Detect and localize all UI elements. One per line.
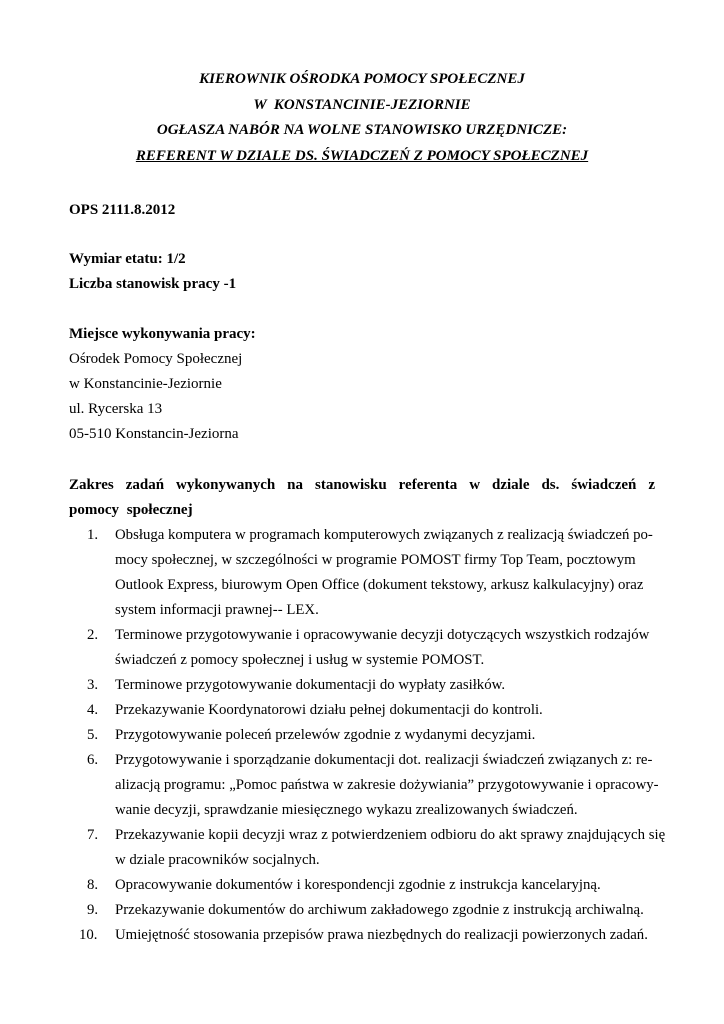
task-text-line: mocy społecznej, w szczególności w programie POMOST firmy Top Team, pocztowym — [115, 552, 636, 568]
task-number: 4. — [87, 702, 99, 718]
workplace-line-2: w Konstancinie-Jeziornie — [69, 376, 222, 392]
task-text-line: wanie decyzji, sprawdzanie miesięcznego wykazu zrealizowanych świadczeń. — [115, 802, 578, 818]
tasks-heading-line-2: społecznej — [126, 502, 193, 518]
task-text-line: Opracowywanie dokumentów i korespondencji zgodnie z instrukcja kancelaryjną. — [115, 877, 601, 893]
task-item — [69, 723, 659, 748]
task-list — [69, 523, 666, 948]
header-line-2: W KONSTANCINIE-JEZIORNIE — [253, 96, 471, 113]
tasks-heading-line-1: Zakres zadań wykonywanych na stanowisku referenta w dziale ds. świadczeń z pomocy — [69, 477, 655, 518]
task-text-line: w dziale pracowników socjalnych. — [115, 852, 320, 868]
task-item — [69, 698, 659, 723]
task-text-line: system informacji prawnej-- LEX. — [115, 602, 319, 618]
workplace-line-4: 05-510 Konstancin-Jeziorna — [69, 426, 239, 442]
task-number: 1. — [87, 527, 99, 543]
task-number: 7. — [87, 827, 99, 843]
task-number: 6. — [87, 752, 99, 768]
workplace-line-1: Ośrodek Pomocy Społecznej — [69, 351, 243, 367]
task-number: 9. — [87, 902, 99, 918]
header-line-3: OGŁASZA NABÓR NA WOLNE STANOWISKO URZĘDNICZE: — [156, 122, 568, 138]
task-item — [69, 823, 666, 873]
task-item — [69, 923, 659, 948]
task-text-line: Obsługa komputera w programach komputerowych związanych z realizacją świadczeń po- — [115, 527, 653, 543]
task-item — [69, 523, 659, 623]
reference-number: OPS 2111.8.2012 — [69, 202, 176, 218]
task-text-line: Przekazywanie kopii decyzji wraz z potwierdzeniem odbioru do akt sprawy znajdujących się — [115, 827, 666, 843]
task-number: 2. — [87, 627, 99, 643]
task-text-line: Terminowe przygotowywanie i opracowywanie decyzji dotyczących wszystkich rodzajów — [115, 627, 650, 643]
task-text-line: świadczeń z pomocy społecznej i usług w systemie POMOST. — [115, 652, 485, 668]
employment-positions: Liczba stanowisk pracy -1 — [69, 276, 237, 292]
task-text-line: Terminowe przygotowywanie dokumentacji do wypłaty zasiłków. — [115, 677, 506, 693]
task-text-line: Przygotowywanie poleceń przelewów zgodnie z wydanymi decyzjami. — [115, 727, 536, 743]
task-text-line: alizacją programu: „Pomoc państwa w zakresie dożywiania” przygotowywanie i opracowy- — [115, 777, 659, 793]
task-text-line: Przygotowywanie i sporządzanie dokumentacji dot. realizacji świadczeń związanych z: re- — [115, 752, 653, 768]
task-text-line: Przekazywanie Koordynatorowi działu pełnej dokumentacji do kontroli. — [115, 702, 543, 718]
task-item — [69, 748, 659, 823]
tasks-heading — [69, 473, 655, 523]
task-item — [69, 873, 659, 898]
task-text-line: Umiejętność stosowania przepisów prawa niezbędnych do realizacji powierzonych zadań. — [115, 927, 648, 943]
workplace-label: Miejsce wykonywania pracy: — [69, 326, 256, 342]
workplace-line-3: ul. Rycerska 13 — [69, 401, 163, 417]
task-number: 3. — [87, 677, 99, 693]
header-line-4: REFERENT W DZIALE DS. ŚWIADCZEŃ Z POMOCY SPOŁECZNEJ — [135, 147, 589, 164]
employment-fte: Wymiar etatu: 1/2 — [69, 251, 186, 267]
announcement-header — [0, 67, 724, 169]
task-item — [69, 623, 659, 673]
header-line-1: KIEROWNIK OŚRODKA POMOCY SPOŁECZNEJ — [199, 71, 525, 87]
task-number: 8. — [87, 877, 99, 893]
task-number: 10. — [79, 927, 98, 943]
task-item — [69, 673, 659, 698]
task-text-line: Outlook Express, biurowym Open Office (dokument tekstowy, arkusz kalkulacyjny) oraz — [115, 577, 644, 593]
task-item — [69, 898, 659, 923]
task-text-line: Przekazywanie dokumentów do archiwum zakładowego zgodnie z instrukcją archiwalną. — [115, 902, 644, 918]
task-number: 5. — [87, 727, 99, 743]
